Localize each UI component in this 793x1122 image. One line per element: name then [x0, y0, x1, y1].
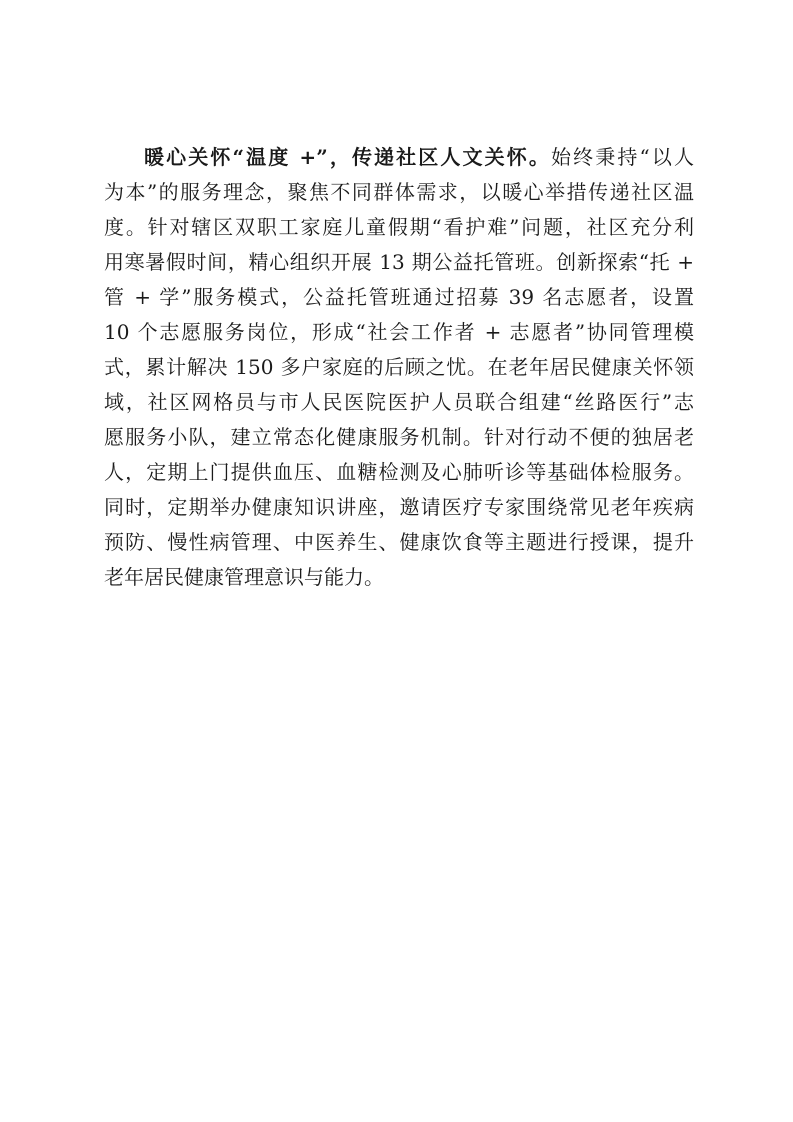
paragraph-line-11: 同时，定期举办健康知识讲座，邀请医疗专家围绕常见老年疾病: [104, 495, 694, 519]
paragraph-line-7: 式，累计解决 150 多户家庭的后顾之忧。在老年居民健康关怀领: [104, 355, 694, 379]
paragraph-line-5: 管 + 学”服务模式，公益托管班通过招募 39 名志愿者，设置: [104, 285, 694, 309]
paragraph-line-9: 愿服务小队，建立常态化健康服务机制。针对行动不便的独居老: [104, 425, 694, 449]
paragraph-line-12: 预防、慢性病管理、中医养生、健康饮食等主题进行授课，提升: [104, 530, 694, 554]
paragraph-line-3: 度。针对辖区双职工家庭儿童假期“看护难”问题，社区充分利: [104, 215, 694, 239]
paragraph-line-4: 用寒暑假时间，精心组织开展 13 期公益托管班。创新探索“托 +: [104, 250, 694, 274]
body-paragraph: [104, 140, 694, 595]
paragraph-line-8: 域，社区网格员与市人民医院医护人员联合组建“丝路医行”志: [104, 390, 694, 414]
paragraph-line-10: 人，定期上门提供血压、血糖检测及心肺听诊等基础体检服务。: [104, 460, 694, 484]
paragraph-line-1: [104, 140, 694, 175]
paragraph-heading: 暖心关怀“温度 +”，传递社区人文关怀。: [144, 145, 552, 169]
paragraph-line-2: 为本”的服务理念，聚焦不同群体需求，以暖心举措传递社区温: [104, 180, 694, 204]
paragraph-text: 始终秉持“以人: [551, 145, 694, 169]
paragraph-line-6: 10 个志愿服务岗位，形成“社会工作者 + 志愿者”协同管理模: [104, 320, 694, 344]
paragraph-line-13: 老年居民健康管理意识与能力。: [104, 565, 384, 589]
